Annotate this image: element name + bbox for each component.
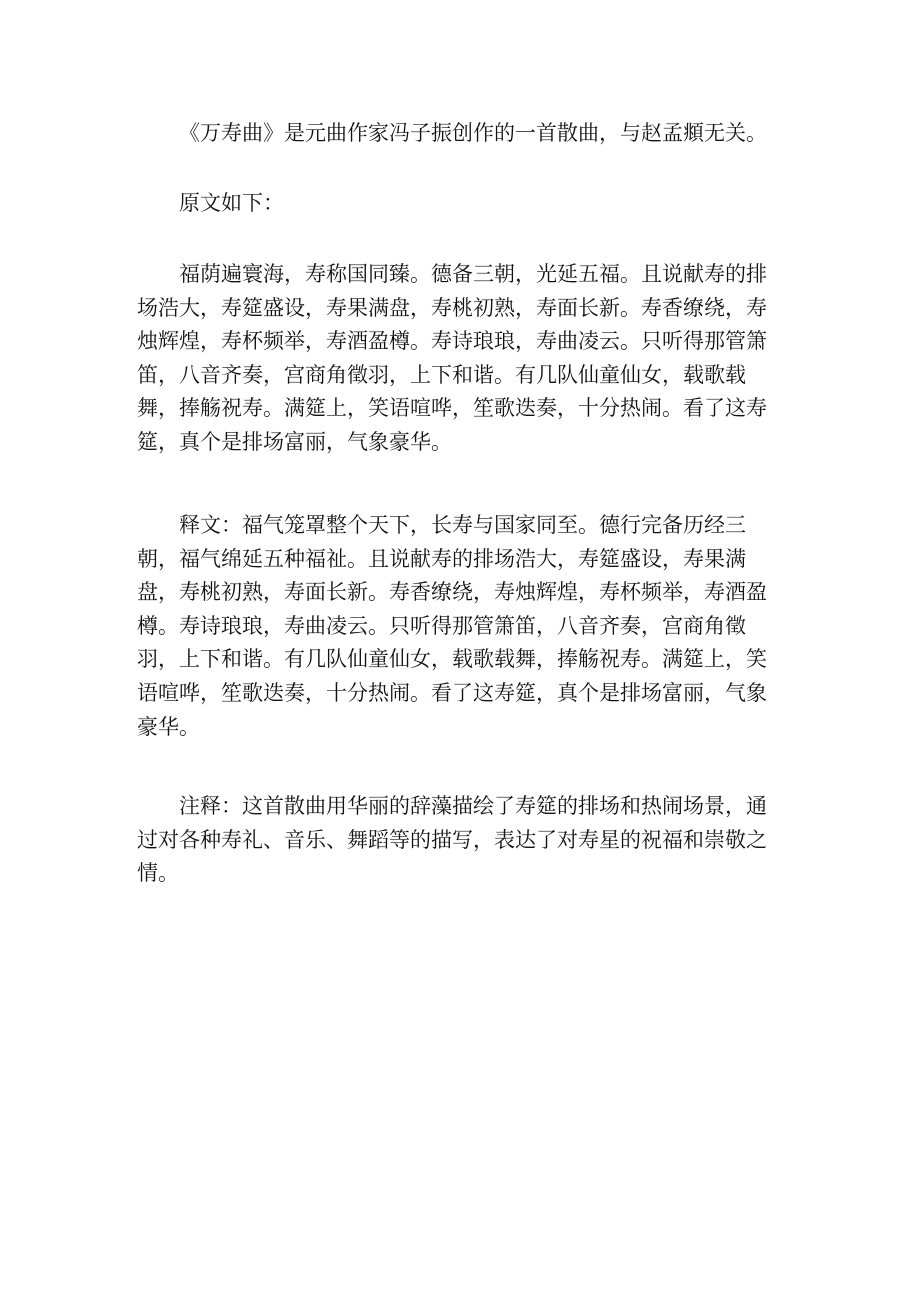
translation-paragraph: 释文：福气笼罩整个天下，长寿与国家同至。德行完备历经三朝，福气绵延五种福祉。且说献寿的排场浩大，寿筵盛设，寿果满盘，寿桃初熟，寿面长新。寿香缭绕，寿烛辉煌，寿杯频举，寿酒盈樽。寿诗琅琅，寿曲凌云。只听得那管箫笛，八音齐奏，宫商角徵羽，上下和谐。有几队仙童仙女，载歌载舞，捧觞祝寿。满筵上，笑语喧哗，笙歌迭奏，十分热闹。看了这寿筵，真个是排场富丽，气象豪华。 bbox=[137, 513, 767, 739]
intro-paragraph: 《万寿曲》是元曲作家冯子振创作的一首散曲，与赵孟頫无关。 bbox=[179, 121, 767, 145]
original-text-paragraph: 福荫遍寰海，寿称国同臻。德备三朝，光延五福。且说献寿的排场浩大，寿筵盛设，寿果满盘，寿桃初熟，寿面长新。寿香缭绕，寿烛辉煌，寿杯频举，寿酒盈樽。寿诗琅琅，寿曲凌云。只听得那管箫笛，八音齐奏，宫商角徵羽，上下和谐。有几队仙童仙女，载歌载舞，捧觞祝寿。满筵上，笑语喧哗，笙歌迭奏，十分热闹。看了这寿筵，真个是排场富丽，气象豪华。 bbox=[137, 262, 767, 454]
original-label: 原文如下： bbox=[179, 191, 284, 215]
note-paragraph: 注释：这首散曲用华丽的辞藻描绘了寿筵的排场和热闹场景，通过对各种寿礼、音乐、舞蹈等的描写，表达了对寿星的祝福和崇敬之情。 bbox=[137, 794, 767, 886]
